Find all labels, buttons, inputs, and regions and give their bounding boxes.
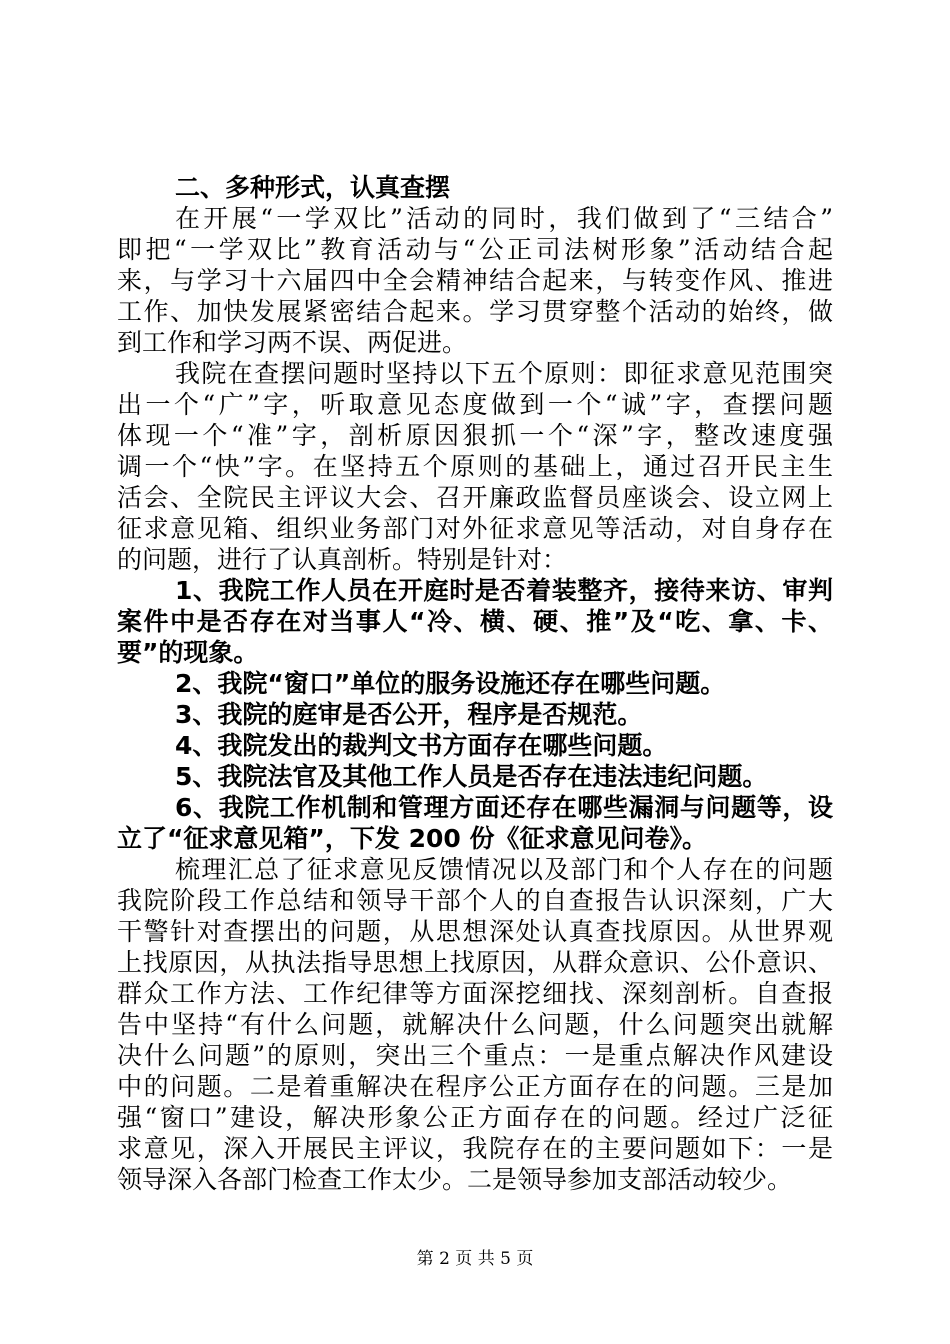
paragraph-line: 决什么问题”的原则，突出三个重点：一是重点解决作风建设: [117, 1041, 833, 1070]
paragraph-line: 上找原因，从执法指导思想上找原因，从群众意识、公仆意识、: [117, 948, 833, 977]
paragraph-line: 到工作和学习两不误、两促进。: [117, 328, 468, 357]
list-item-line: 案件中是否存在对当事人“冷、横、硬、推”及“吃、拿、卡、: [117, 607, 833, 636]
paragraph-line: 告中坚持“有什么问题，就解决什么问题，什么问题突出就解: [117, 1010, 833, 1039]
paragraph-line: 调一个“快”字。在坚持五个原则的基础上，通过召开民主生: [117, 452, 833, 481]
paragraph-line: 的问题，进行了认真剖析。特别是针对：: [117, 545, 568, 574]
page-footer: 第 2 页 共 5 页: [416, 1249, 534, 1269]
paragraph-line: 征求意见箱、组织业务部门对外征求意见等活动，对自身存在: [117, 514, 833, 543]
paragraph-line: 在开展“一学双比”活动的同时，我们做到了“三结合”: [175, 204, 833, 233]
paragraph-line: 活会、全院民主评议大会、召开廉政监督员座谈会、设立网上: [117, 483, 833, 512]
paragraph-line: 我院阶段工作总结和领导干部个人的自查报告认识深刻，广大: [117, 886, 833, 915]
list-item-line: 3、我院的庭审是否公开，程序是否规范。: [175, 700, 643, 729]
list-item-line: 2、我院“窗口”单位的服务设施还存在哪些问题。: [175, 669, 726, 698]
paragraph-line: 领导深入各部门检查工作太少。二是领导参加支部活动较少。: [117, 1165, 793, 1194]
document-body: [117, 172, 833, 1195]
paragraph-line: 出一个“广”字，听取意见态度做到一个“诚”字，查摆问题: [117, 390, 833, 419]
list-item-line: 立了“征求意见箱”，下发 200 份《征求意见问卷》。: [117, 824, 707, 853]
section-heading: 二、多种形式，认真查摆: [175, 173, 451, 202]
list-item-line: 1、我院工作人员在开庭时是否着装整齐，接待来访、审判: [175, 576, 833, 605]
paragraph-line: 群众工作方法、工作纪律等方面深挖细找、深刻剖析。自查报: [117, 979, 833, 1008]
paragraph-line: 求意见，深入开展民主评议，我院存在的主要问题如下：一是: [117, 1134, 833, 1163]
list-item-line: 5、我院法官及其他工作人员是否存在违法违纪问题。: [175, 762, 768, 791]
paragraph-line: 工作、加快发展紧密结合起来。学习贯穿整个活动的始终，做: [117, 297, 833, 326]
list-item-line: 要”的现象。: [117, 638, 259, 667]
list-item-line: 4、我院发出的裁判文书方面存在哪些问题。: [175, 731, 668, 760]
paragraph-line: 我院在查摆问题时坚持以下五个原则：即征求意见范围突: [175, 359, 833, 388]
paragraph-line: 干警针对查摆出的问题，从思想深处认真查找原因。从世界观: [117, 917, 833, 946]
paragraph-line: 中的问题。二是着重解决在程序公正方面存在的问题。三是加: [117, 1072, 833, 1101]
paragraph-line: 来，与学习十六届四中全会精神结合起来，与转变作风、推进: [117, 266, 833, 295]
paragraph-line: 梳理汇总了征求意见反馈情况以及部门和个人存在的问题: [175, 855, 833, 884]
paragraph-line: 强“窗口”建设，解决形象公正方面存在的问题。经过广泛征: [117, 1103, 833, 1132]
paragraph-line: 体现一个“准”字，剖析原因狠抓一个“深”字，整改速度强: [117, 421, 833, 450]
list-item-line: 6、我院工作机制和管理方面还存在哪些漏洞与问题等，设: [175, 793, 833, 822]
paragraph-line: 即把“一学双比”教育活动与“公正司法树形象”活动结合起: [117, 235, 833, 264]
